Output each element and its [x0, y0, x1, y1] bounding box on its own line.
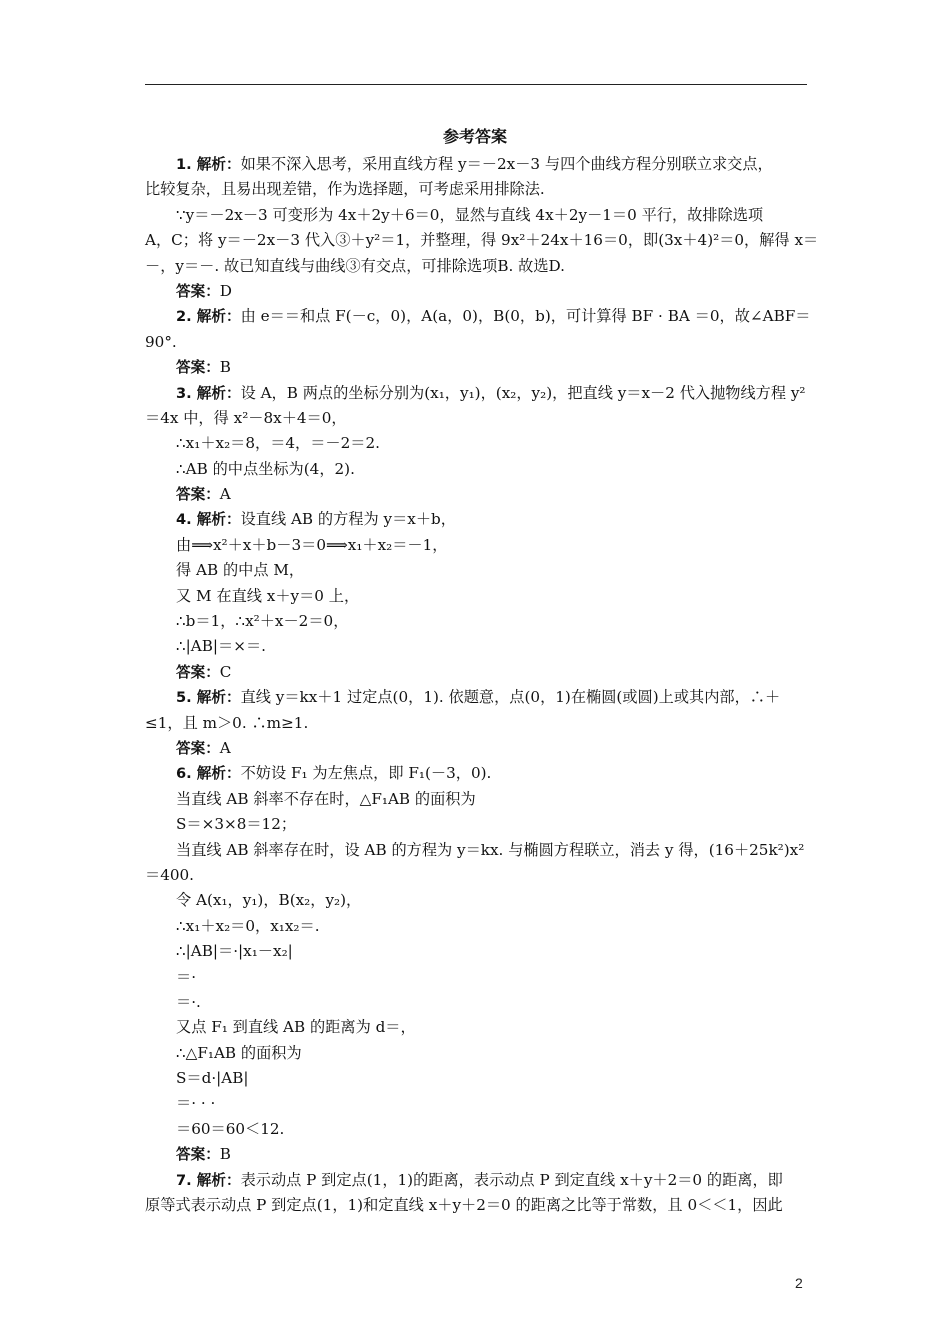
line-label: 2. 解析： — [176, 308, 241, 326]
text-line — [145, 533, 807, 558]
line-text: S＝d·|AB| — [176, 1069, 249, 1088]
line-text: 表示动点 P 到定点(1，1)的距离，表示动点 P 到定直线 x＋y＋2＝0 的距离，即 — [240, 1170, 783, 1189]
text-line — [145, 965, 807, 990]
line-text: ∴AB 的中点坐标为(4，2). — [176, 459, 355, 478]
header-rule — [145, 84, 807, 85]
line-text: S＝×3×8＝12； — [176, 815, 297, 834]
text-line — [145, 736, 807, 761]
line-text: 比较复杂，且易出现差错，作为选择题，可考虑采用排除法. — [145, 180, 545, 199]
line-text: 90°. — [145, 332, 177, 351]
text-line — [145, 838, 807, 863]
line-text: ∴|AB|＝×＝. — [176, 637, 266, 656]
text-line — [145, 812, 807, 837]
line-text: －，y＝－. 故已知直线与曲线③有交点，可排除选项B. 故选D. — [145, 256, 566, 275]
text-line — [145, 457, 807, 482]
line-label: 4. 解析： — [176, 511, 241, 529]
text-line — [145, 685, 807, 710]
line-text: ∵y＝－2x－3 可变形为 4x＋2y＋6＝0，显然与直线 4x＋2y－1＝0 平行，故排除选项 — [176, 205, 764, 224]
text-line — [145, 711, 807, 736]
line-text: ∴△F₁AB 的面积为 — [176, 1043, 302, 1062]
text-line — [145, 787, 807, 812]
line-label: 6. 解析： — [176, 765, 241, 783]
text-line — [145, 203, 807, 228]
line-text: 原等式表示动点 P 到定点(1，1)和定直线 x＋y＋2＝0 的距离之比等于常数，且 0＜＜1，因此 — [145, 1196, 783, 1215]
text-line — [145, 863, 807, 888]
text-line — [145, 1117, 807, 1142]
text-line — [145, 254, 807, 279]
line-text: 又 M 在直线 x＋y＝0 上， — [176, 586, 360, 605]
line-text: ∴x₁＋x₂＝0，x₁x₂＝. — [176, 916, 320, 935]
text-line — [145, 1168, 807, 1193]
answer-text-body — [145, 152, 819, 1218]
text-line — [145, 888, 807, 913]
line-label: 答案： — [176, 739, 220, 757]
text-line — [145, 304, 811, 329]
line-label: 7. 解析： — [176, 1171, 241, 1189]
text-line — [145, 330, 807, 355]
text-line — [145, 660, 807, 685]
text-line — [145, 939, 807, 964]
text-line — [145, 914, 807, 939]
line-text: 由 e＝＝和点 F(－c，0)，A(a，0)，B(0，b)，可计算得 BF · BA ＝0，故∠ABF＝ — [240, 307, 811, 326]
text-line — [145, 634, 807, 659]
text-line — [145, 584, 807, 609]
line-text: ＝60＝60＜12. — [176, 1119, 285, 1138]
line-text: 设 A，B 两点的坐标分别为(x₁，y₁)，(x₂，y₂)，把直线 y＝x－2 代入抛物线方程 y² — [240, 383, 806, 402]
text-line — [145, 1066, 807, 1091]
page-number: 2 — [795, 1275, 803, 1291]
line-text: ＝· — [176, 967, 197, 986]
text-line — [145, 1091, 807, 1116]
line-text: D — [219, 281, 232, 300]
line-text: A — [219, 738, 231, 757]
text-line — [145, 355, 807, 380]
text-line — [145, 990, 807, 1015]
line-text: C — [219, 662, 232, 681]
line-text: ∴|AB|＝·|x₁－x₂| — [176, 942, 293, 961]
text-line — [145, 1015, 807, 1040]
line-text: 令 A(x₁，y₁)，B(x₂，y₂)， — [176, 891, 362, 910]
text-line — [145, 228, 819, 253]
line-text: 直线 y＝kx＋1 过定点(0，1). 依题意，点(0，1)在椭圆(或圆)上或其内部，∴＋ — [240, 688, 781, 707]
line-label: 5. 解析： — [176, 689, 241, 707]
page-title: 参考答案 — [442, 127, 507, 146]
text-line — [145, 1142, 807, 1167]
line-text: 设直线 AB 的方程为 y＝x＋b， — [240, 510, 456, 529]
line-text: B — [219, 358, 231, 377]
line-text: B — [219, 1145, 231, 1164]
text-line — [145, 279, 807, 304]
line-text: A — [219, 485, 231, 504]
line-text: ∴b＝1，∴x²＋x－2＝0， — [176, 612, 349, 631]
text-line — [145, 761, 807, 786]
text-line — [145, 507, 807, 532]
line-label: 1. 解析： — [176, 156, 241, 173]
line-text: A，C；将 y＝－2x－3 代入③＋y²＝1，并整理，得 9x²＋24x＋16＝0，即(3x＋4)²＝0，解得 x＝ — [145, 231, 819, 250]
text-line — [145, 609, 807, 634]
line-label: 3. 解析： — [176, 384, 241, 402]
line-text: ＝400. — [145, 865, 195, 884]
line-text: 由⟹x²＋x＋b－3＝0⟹x₁＋x₂＝－1， — [176, 535, 448, 554]
text-line — [145, 1041, 807, 1066]
text-line — [145, 381, 807, 406]
line-label: 答案： — [176, 486, 220, 504]
line-text: 不妨设 F₁ 为左焦点，即 F₁(－3，0). — [240, 764, 492, 783]
line-label: 答案： — [176, 663, 220, 681]
line-text: ＝·. — [176, 992, 201, 1011]
line-text: 当直线 AB 斜率不存在时，△F₁AB 的面积为 — [176, 789, 476, 808]
text-line — [145, 558, 807, 583]
line-text: ＝· · · — [176, 1094, 216, 1113]
text-line — [145, 482, 807, 507]
line-text: 如果不深入思考，采用直线方程 y＝－2x－3 与四个曲线方程分别联立求交点， — [240, 155, 773, 173]
text-line — [145, 1193, 807, 1218]
line-text: 又点 F₁ 到直线 AB 的距离为 d＝， — [176, 1018, 416, 1037]
line-label: 答案： — [176, 359, 220, 377]
line-text: ≤1，且 m＞0. ∴m≥1. — [145, 713, 309, 732]
text-line — [145, 431, 807, 456]
line-text: ∴x₁＋x₂＝8，＝4，＝－2＝2. — [176, 434, 380, 453]
text-line — [145, 177, 807, 202]
line-text: 得 AB 的中点 M， — [176, 561, 305, 580]
line-label: 答案： — [176, 282, 220, 300]
line-text: ＝4x 中，得 x²－8x＋4＝0， — [145, 408, 347, 427]
text-line — [145, 406, 807, 431]
line-text: 当直线 AB 斜率存在时，设 AB 的方程为 y＝kx. 与椭圆方程联立，消去 y 得，(16＋25k²)x² — [176, 840, 805, 859]
text-line — [145, 152, 807, 177]
line-label: 答案： — [176, 1146, 220, 1164]
